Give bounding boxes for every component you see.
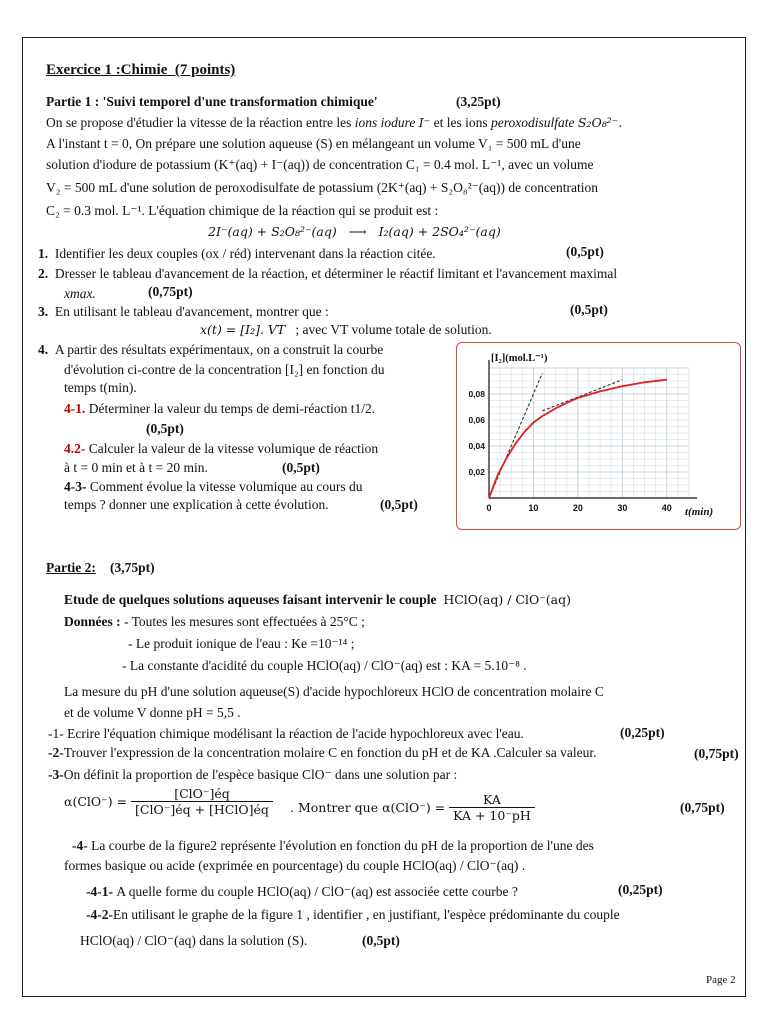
x-tick-label: 30	[617, 503, 628, 513]
part1-q3: 3. En utilisant le tableau d'avancement, montrer que :	[38, 304, 329, 319]
part1-q4-line3: temps t(min).	[64, 380, 137, 395]
concentration-chart-svg	[457, 343, 740, 529]
x-tick-label: 10	[528, 503, 539, 513]
part1-intro-line4: V₂ = 500 mL d'une solution de peroxodisulfate de potassium (2K⁺(aq) + S₂O₈²⁻(aq)) de concentration	[46, 180, 598, 195]
part2-q42: -4-2-En utilisant le graphe de la figure 1 , identifier , en justifiant, l'espèce prédominante du couple	[86, 907, 620, 922]
y-tick-label: 0,06	[468, 415, 485, 425]
part2-donnees-3: - La constante d'acidité du couple HClO(aq) / ClO⁻(aq) est : KA = 5.10⁻⁸ .	[122, 658, 527, 673]
part2-q4: -4- La courbe de la figure2 représente l'évolution en fonction du pH de la proportion de l'une des	[72, 838, 594, 853]
exercise-title: Exercice 1 :Chimie (7 points)	[46, 62, 236, 78]
part1-q1: 1. Identifier les deux couples (ox / réd) intervenant dans la réaction citée.	[38, 246, 436, 261]
part1-q2-points: (0,75pt)	[148, 284, 193, 299]
part1-title: Partie 1 : 'Suivi temporel d'une transformation chimique'	[46, 94, 378, 109]
part2-q3: -3-On définit la proportion de l'espèce basique ClO⁻ dans une solution par :	[48, 767, 458, 782]
arrow-right-icon: ⟶	[340, 224, 375, 239]
part1-q42: 4.2- Calculer la valeur de la vitesse volumique de réaction	[64, 441, 379, 456]
part1-q42-line2: à t = 0 min et à t = 20 min.	[64, 460, 208, 475]
part2-q3-points: (0,75pt)	[680, 800, 725, 815]
part1-q41-points: (0,5pt)	[146, 421, 184, 436]
part2-measure-1: La mesure du pH d'une solution aqueuse(S) d'acide hypochloreux HClO de concentration molaire C	[64, 684, 604, 699]
part1-q43: 4-3- Comment évolue la vitesse volumique au cours du	[64, 479, 363, 494]
part1-intro-line5: C₂ = 0.3 mol. L⁻¹. L'équation chimique de la réaction qui se produit est :	[46, 203, 439, 218]
part2-q41-points: (0,25pt)	[618, 882, 663, 897]
part1-q2: 2. Dresser le tableau d'avancement de la réaction, et déterminer le réactif limitant et l'avancement maximal	[38, 266, 618, 281]
y-tick-label: 0,08	[468, 389, 485, 399]
part1-intro-line2: A l'instant t = 0, On prépare une solution aqueuse (S) en mélangeant un volume V₁ = 500 mL d'une	[46, 136, 581, 151]
y-tick-label: 0,04	[468, 441, 485, 451]
part2-heading: Etude de quelques solutions aqueuses faisant intervenir le couple HClO(aq) / ClO⁻(aq)	[64, 592, 572, 607]
part2-donnees-2: - Le produit ionique de l'eau : Ke =10⁻¹⁴ ;	[128, 636, 355, 651]
part2-q1-points: (0,25pt)	[620, 725, 665, 740]
x-tick-label: 0	[486, 503, 492, 513]
part1-intro-line3: solution d'iodure de potassium (K⁺(aq) + I⁻(aq)) de concentration C₁ = 0.4 mol. L⁻¹, avec un volume	[46, 157, 594, 172]
part1-intro-line1: On se propose d'étudier la vitesse de la réaction entre les ions iodure I⁻ et les ions peroxodisulfate S₂O₈²⁻.	[46, 115, 623, 130]
part2-q2: -2-Trouver l'expression de la concentration molaire C en fonction du pH et de KA .Calculer sa valeur.	[48, 745, 597, 760]
chart-x-label: t(min)	[685, 506, 714, 518]
part2-q42-line2: HClO(aq) / ClO⁻(aq) dans la solution (S).	[80, 933, 308, 948]
part1-q4: 4. A partir des résultats expérimentaux, on a construit la courbe	[38, 342, 384, 357]
concentration-graph	[456, 342, 741, 530]
part2-donnees-1: Données : - Toutes les mesures sont effectuées à 25°C ;	[64, 614, 365, 629]
part2-q42-points: (0,5pt)	[362, 933, 400, 948]
part1-q1-points: (0,5pt)	[566, 244, 604, 259]
alpha-definition: α(ClO⁻) = $\frac{\text{[ClO⁻]éq}}{\text{[ClO⁻]éq + [HClO]éq}}$	[64, 786, 273, 817]
part1-q42-points: (0,5pt)	[282, 460, 320, 475]
part2-title: Partie 2:	[46, 560, 96, 575]
part2-q1: -1- Ecrire l'équation chimique modélisant la réaction de l'acide hypochloreux avec l'eau.	[48, 726, 524, 741]
part1-q43-points: (0,5pt)	[380, 497, 418, 512]
part2-points: (3,75pt)	[110, 560, 155, 575]
part1-q3-points: (0,5pt)	[570, 302, 608, 317]
y-tick-label: 0,02	[468, 467, 485, 477]
part2-q2-points: (0,75pt)	[694, 746, 739, 761]
part1-q43-line2: temps ? donner une explication à cette évolution.	[64, 497, 329, 512]
part2-q41: -4-1- A quelle forme du couple HClO(aq) / ClO⁻(aq) est associée cette courbe ?	[86, 884, 518, 899]
alpha-show: . Montrer que α(ClO⁻) = $\frac{KA}{KA + 10^-pH}$	[290, 792, 535, 823]
part1-q2-xmax: xmax.	[64, 286, 96, 301]
part1-q4-line2: d'évolution ci-contre de la concentration [I₂] en fonction du	[64, 362, 385, 377]
part1-q3-formula: x(t) = [I₂]. VT ; avec VT volume totale de solution.	[200, 322, 492, 337]
x-tick-label: 20	[572, 503, 583, 513]
part2-measure-2: et de volume V donne pH = 5,5 .	[64, 705, 241, 720]
part1-q41: 4-1. Déterminer la valeur du temps de demi-réaction t1/2.	[64, 401, 376, 416]
part2-q4-line2: formes basique ou acide (exprimée en pourcentage) du couple HClO(aq) / ClO⁻(aq) .	[64, 858, 526, 873]
x-tick-label: 40	[661, 503, 672, 513]
reaction-equation: 2I⁻(aq) + S₂O₈²⁻(aq) ⟶ I₂(aq) + 2SO₄²⁻(aq)	[208, 224, 501, 239]
page-number: Page 2	[706, 974, 736, 986]
chart-y-label: [I₂](mol.L⁻¹)	[491, 353, 548, 364]
part1-points: (3,25pt)	[456, 94, 501, 109]
tangent-t20	[542, 380, 622, 411]
